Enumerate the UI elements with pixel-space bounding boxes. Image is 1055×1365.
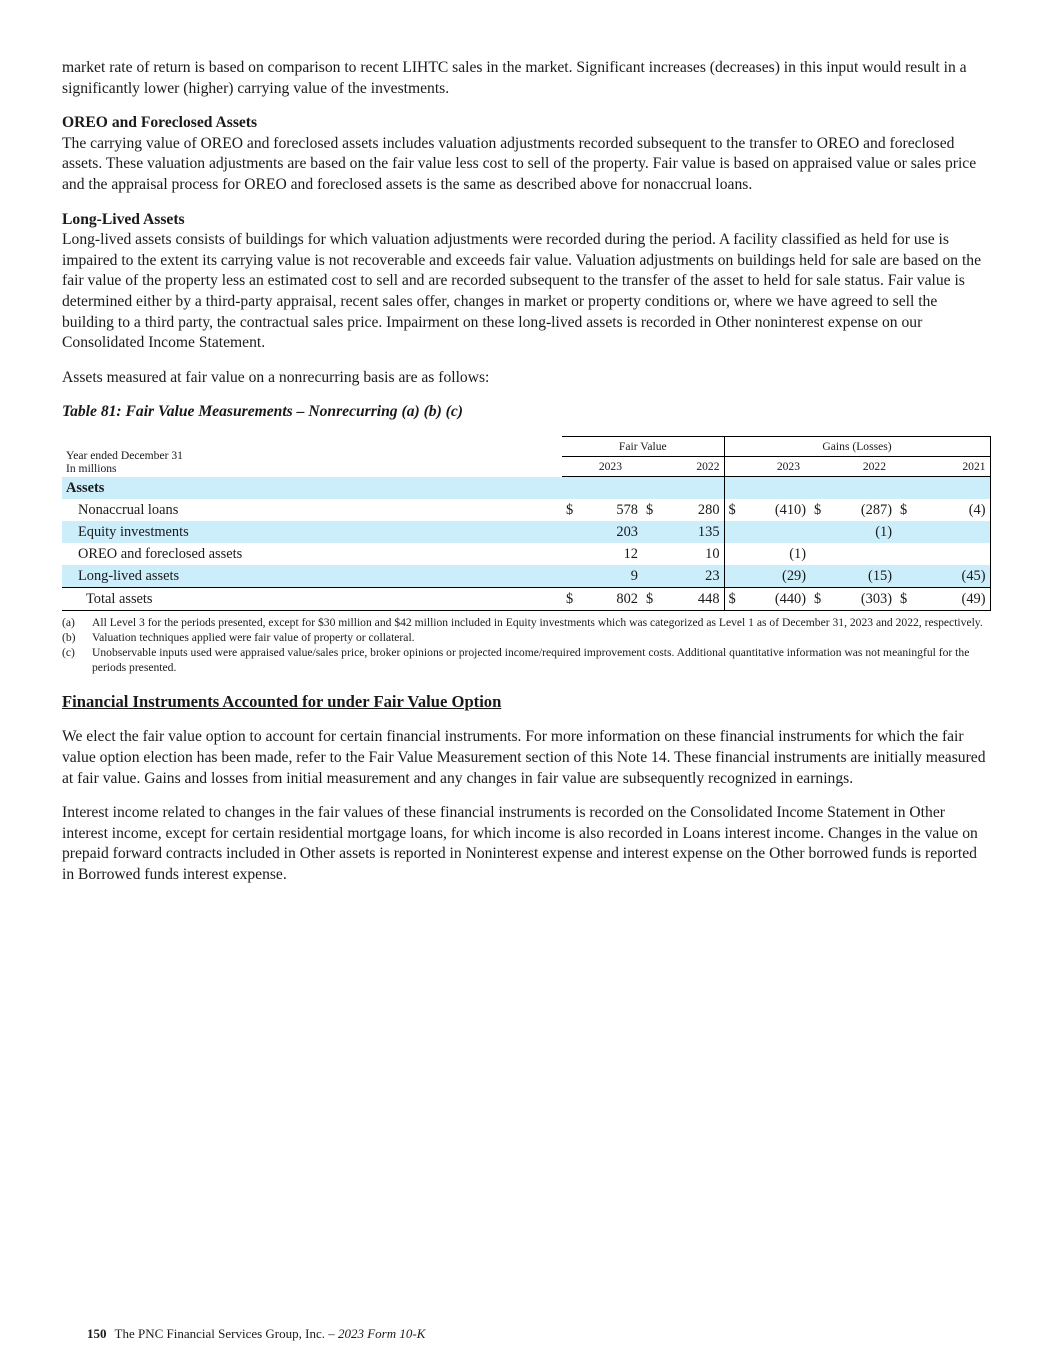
cell-gl-2022: (1) (832, 521, 896, 543)
cell-gl-2023 (746, 521, 810, 543)
long-lived-section (62, 210, 990, 354)
currency-sign: $ (810, 588, 832, 611)
header-label-cell (62, 437, 562, 477)
cell-fv-2022: 135 (664, 521, 724, 543)
fvo-heading: Financial Instruments Accounted for under Fair Value Option (62, 692, 502, 712)
cell-fv-2023: 9 (584, 565, 642, 588)
long-lived-heading: Long-Lived Assets (62, 210, 185, 228)
currency-sign: $ (900, 501, 908, 518)
cell-gl-2021: (45) (918, 565, 990, 588)
cell-fv-2022: 23 (664, 565, 724, 588)
table-row (62, 543, 990, 565)
cell-gl-2021 (918, 521, 990, 543)
currency-sign: $ (724, 499, 746, 521)
footer-form: 2023 Form 10-K (337, 1326, 426, 1341)
footnote-mark: (b) (62, 631, 76, 645)
currency-sign: $ (646, 501, 654, 518)
cell-fv-2022: 10 (705, 545, 720, 562)
year-gl-2022: 2022 (810, 457, 896, 477)
row-label: Long-lived assets (62, 565, 562, 588)
cell-gl-2022: (15) (832, 565, 896, 588)
cell-gl-2022-total: (303) (832, 588, 896, 611)
cell-gl-2021: (4) (918, 499, 990, 521)
currency-sign: $ (566, 501, 574, 518)
cell-gl-2022 (832, 543, 896, 565)
currency-sign: $ (814, 501, 822, 518)
footnote-text: All Level 3 for the periods presented, except for $30 million and $42 million included in Equity investments which was categorized as Level 1 as of December 31, 2023 and 2022, respectively. (92, 616, 983, 630)
cell-fv-2022-total: 448 (664, 588, 724, 611)
long-lived-text: Long-lived assets consists of buildings for which valuation adjustments were recorded during the period. A facility classified as held for use is impaired to the extent its carrying value is not recoverable and exceeds fair value. Valuation adjustments on buildings held for sale are based on the fair value of the property less an estimated cost to sell and are recorded subsequent to the transfer of the asset to held for sale status. Fair value is determined either by a third-party appraisal, recent sales offer, changes in market or property conditions or, where we have agreed to sell the building to a third party, the contractual sales price. Impairment on these long-lived assets is recorded in Other noninterest expense on our Consolidated Income Statement. (62, 231, 982, 352)
cell-fv-2023: 12 (623, 545, 638, 562)
footnote-text: Unobservable inputs used were appraised value/sales price, broker opinions or projected income/required improvement costs. Additional quantitative information was not meaningful for the periods presented. (92, 646, 970, 675)
footnote-c (62, 645, 990, 675)
cell-fv-2023-total: 802 (584, 588, 642, 611)
page-footer (87, 1326, 425, 1342)
intro-paragraph: market rate of return is based on comparison to recent LIHTC sales in the market. Significant increases (decreases) in this input would result in a significantly lower (higher) carrying value of the investments. (62, 59, 967, 97)
year-gl-2023: 2023 (724, 457, 810, 477)
currency-sign: $ (724, 588, 746, 611)
row-label: Nonaccrual loans (78, 501, 179, 518)
section-label-assets: Assets (62, 477, 562, 500)
year-gl-2021: 2021 (896, 457, 990, 477)
table-header-row-1 (62, 437, 990, 457)
cell-fv-2022: 280 (697, 501, 720, 518)
document-page (62, 58, 990, 885)
group-header-fair-value: Fair Value (562, 437, 724, 457)
section-row-assets (62, 477, 990, 500)
oreo-text: The carrying value of OREO and foreclosed assets includes valuation adjustments recorded subsequent to the transfer to OREO and foreclosed assets. These valuation adjustments are based on the fair value less cost to sell of the property. Fair value is based on appraised value or sales price and the appraisal process for OREO and foreclosed assets is the same as described above for nonaccrual loans. (62, 134, 977, 193)
table-row (62, 499, 990, 521)
fvo-paragraph-1: We elect the fair value option to account for certain financial instruments. For more information on these financial instruments for which the fair value option election has been made, refer to the Fair Value Measurement section of this Note 14. These financial instruments are initially measured at fair value. Gains and losses from initial measurement and any changes in fair value are subsequently recognized in earnings. (62, 728, 986, 787)
cell-gl-2022: (287) (860, 501, 893, 518)
table-footnotes (62, 615, 990, 675)
oreo-section (62, 113, 990, 195)
cell-gl-2023: (29) (746, 565, 810, 588)
cell-gl-2023-total: (440) (746, 588, 810, 611)
cell-gl-2021 (918, 543, 990, 565)
table-row (62, 521, 990, 543)
group-header-gains-losses: Gains (Losses) (724, 437, 990, 457)
footnote-mark: (c) (62, 646, 75, 660)
footer-company: The PNC Financial Services Group, Inc. – (114, 1326, 335, 1341)
cell-fv-2023: 578 (616, 501, 638, 518)
table-row-total (62, 588, 990, 611)
page-number: 150 (87, 1326, 107, 1341)
row-label: OREO and foreclosed assets (78, 545, 243, 562)
table-lead-in: Assets measured at fair value on a nonrecurring basis are as follows: (62, 368, 490, 386)
header-label-units: In millions (66, 461, 117, 475)
currency-sign: $ (896, 588, 918, 611)
row-label: Equity investments (62, 521, 562, 543)
footnote-text: Valuation techniques applied were fair value of property or collateral. (92, 631, 415, 645)
currency-sign: $ (562, 588, 584, 611)
cell-fv-2023: 203 (584, 521, 642, 543)
cell-gl-2021-total: (49) (918, 588, 990, 611)
footnote-mark: (a) (62, 616, 75, 630)
fvo-paragraph-2: Interest income related to changes in the fair values of these financial instruments is recorded on the Consolidated Income Statement in Other interest income, except for certain residential mortgage loans, for which income is also recorded in Loans interest income. Changes in the value on prepaid forward contracts included in Other assets is reported in Noninterest expense and interest expense on the Other borrowed funds is reported in Borrowed funds interest expense. (62, 804, 978, 883)
cell-gl-2023: (410) (774, 501, 807, 518)
header-label-year: Year ended December 31 (66, 448, 183, 462)
oreo-heading: OREO and Foreclosed Assets (62, 114, 258, 132)
table-row (62, 565, 990, 588)
table-title: Table 81: Fair Value Measurements – Nonrecurring (a) (b) (c) (62, 403, 463, 421)
footnote-a (62, 615, 990, 630)
fair-value-table (62, 436, 991, 611)
cell-gl-2023: (1) (789, 545, 807, 562)
currency-sign: $ (642, 588, 664, 611)
year-fv-2023: 2023 (562, 457, 642, 477)
footnote-b (62, 630, 990, 645)
row-label-total: Total assets (62, 588, 562, 611)
year-fv-2022: 2022 (642, 457, 724, 477)
